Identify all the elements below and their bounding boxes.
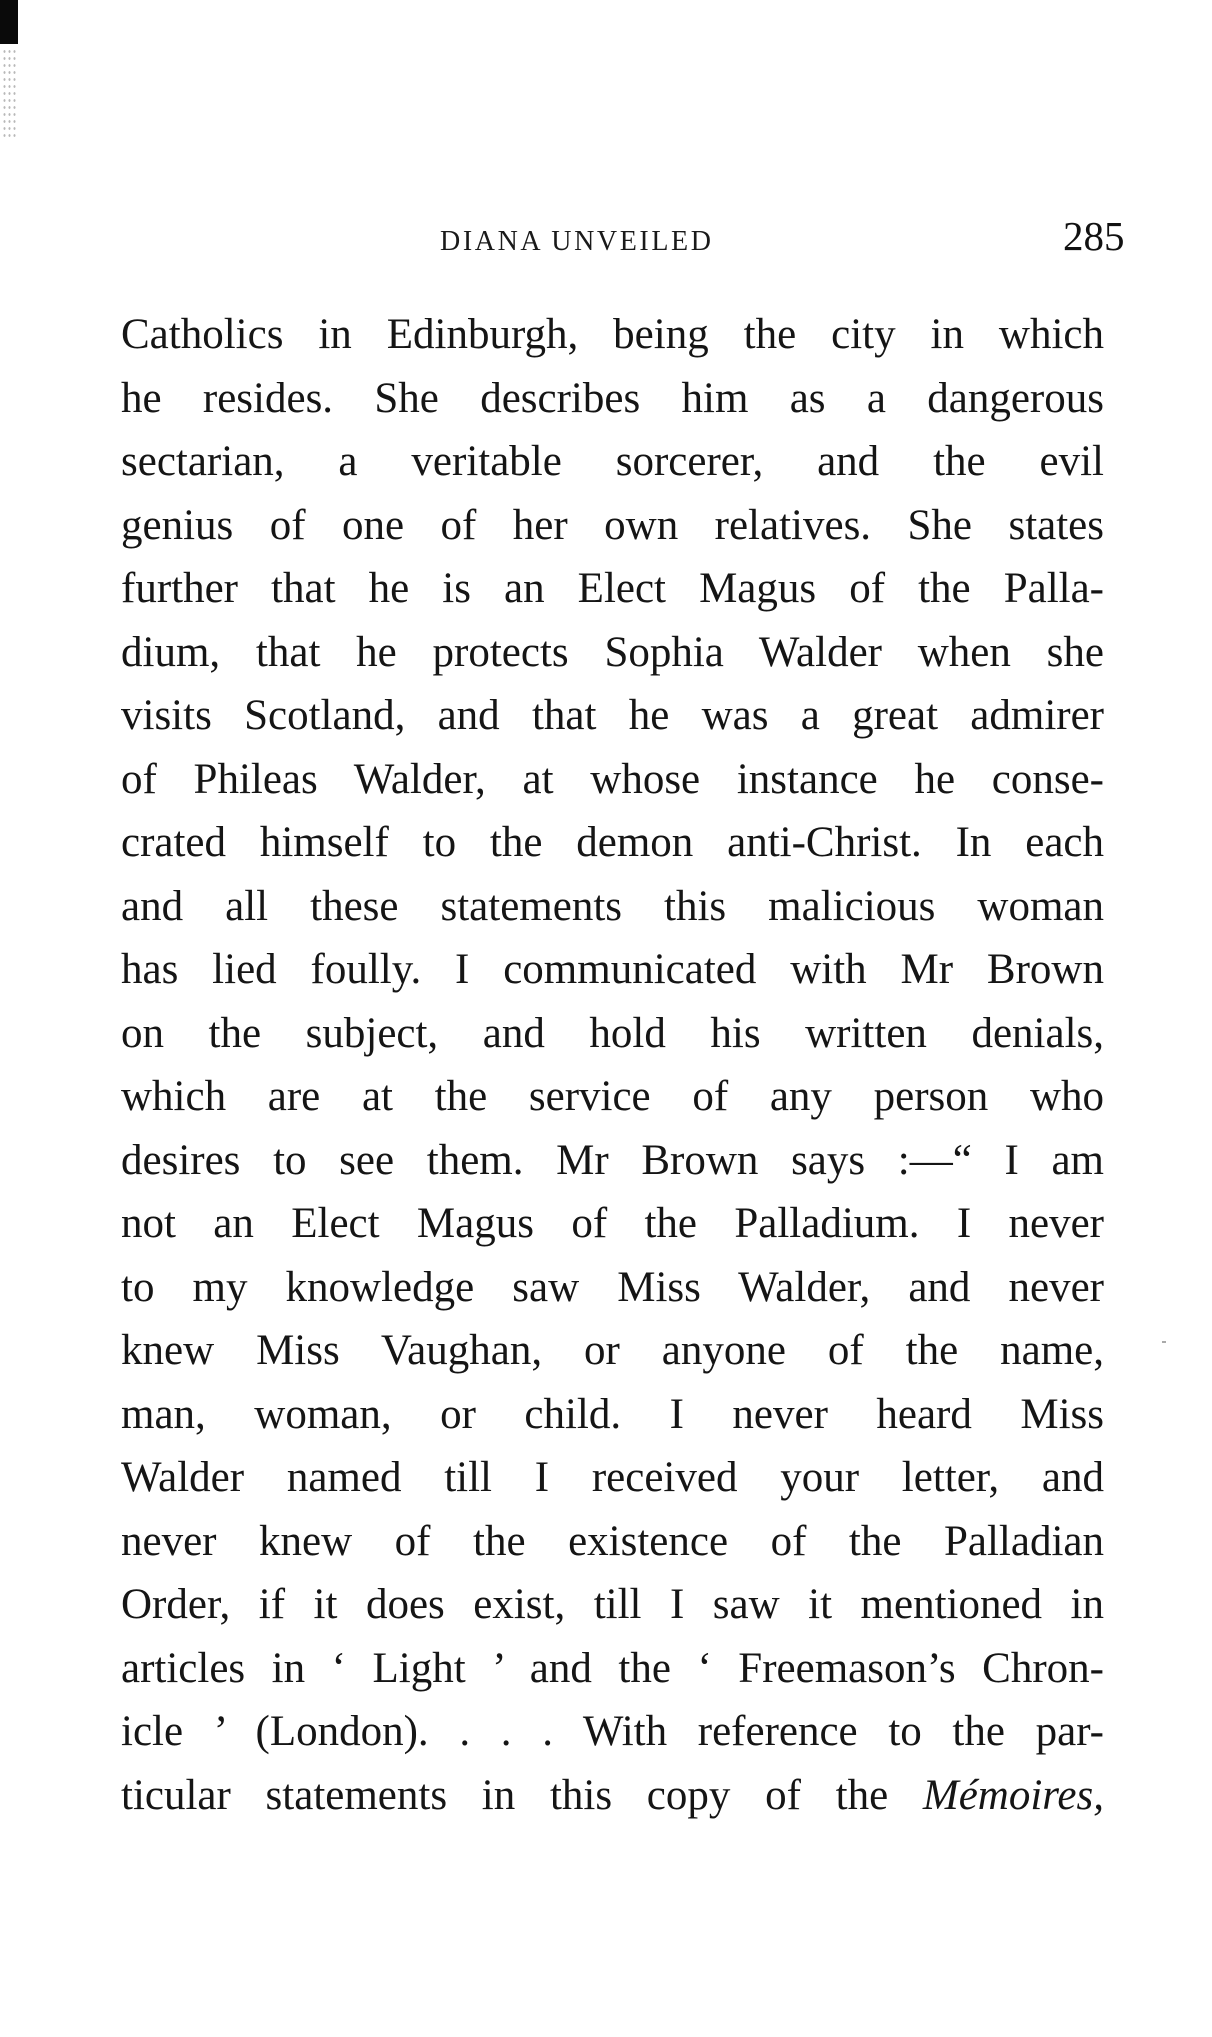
text-line: never knew of the existence of the Palladian [121,1517,1104,1565]
page-number: 285 [1063,213,1125,259]
body-text [121,303,1104,1827]
margin-mark [1162,1341,1166,1343]
text-line: further that he is an Elect Magus of the Palla- [121,565,1104,612]
text-line: he resides. She describes him as a dangerous [121,374,1104,422]
text-line: knew Miss Vaughan, or anyone of the name, [121,1327,1104,1374]
text-line: dium, that he protects Sophia Walder when she [121,628,1104,676]
last-line-text: ticular statements in this copy of the [121,1771,923,1819]
text-line: man, woman, or child. I never heard Miss [121,1390,1104,1438]
text-line: to my knowledge saw Miss Walder, and never [121,1263,1104,1311]
text-line: of Phileas Walder, at whose instance he conse- [121,755,1104,803]
text-line: not an Elect Magus of the Palladium. I never [121,1200,1104,1247]
text-line: desires to see them. Mr Brown says :—“ I am [121,1136,1104,1184]
text-line: visits Scotland, and that he was a great admirer [121,692,1104,739]
scan-corner-mark [0,0,18,44]
text-line: icle ’ (London). . . . With reference to the par- [121,1708,1104,1755]
italic-title: Mémoires, [922,1771,1104,1819]
scan-speckle [2,48,18,138]
text-line: on the subject, and hold his written denials, [121,1009,1104,1057]
text-line: crated himself to the demon anti-Christ. In each [121,819,1104,866]
text-line: Walder named till I received your letter, and [121,1454,1104,1501]
text-line: which are at the service of any person who [121,1073,1104,1120]
running-head [0,212,1212,262]
text-line: has lied foully. I communicated with Mr Brown [121,946,1104,993]
text-line-last [121,1764,1104,1828]
text-line: sectarian, a veritable sorcerer, and the evil [121,438,1104,485]
text-line: and all these statements this malicious woman [121,882,1104,930]
text-line: articles in ‘ Light ’ and the ‘ Freemason’s Chron- [121,1644,1104,1692]
text-line: Order, if it does exist, till I saw it mentioned in [121,1581,1104,1628]
text-line: Catholics in Edinburgh, being the city in which [121,311,1104,358]
text-line: genius of one of her own relatives. She states [121,501,1104,549]
running-title: DIANA UNVEILED [440,226,714,257]
